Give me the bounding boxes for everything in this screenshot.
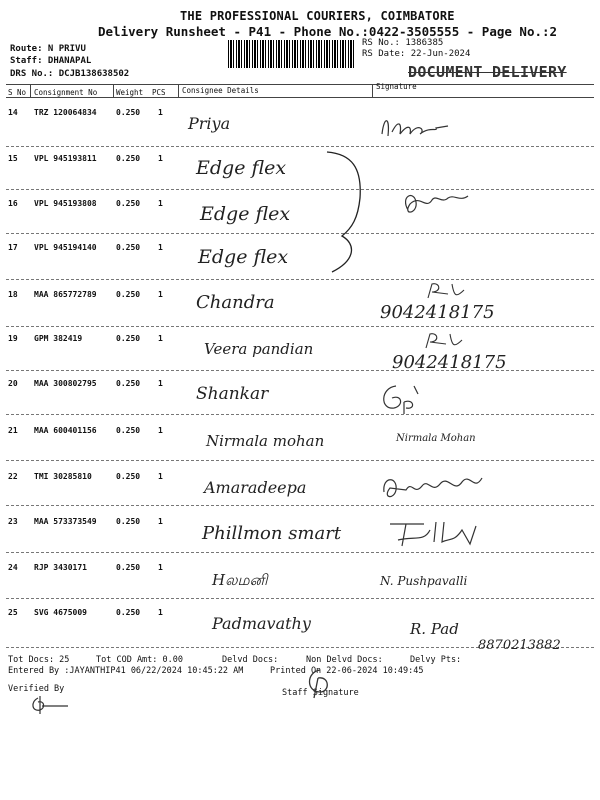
handwritten-consignee: Shankar <box>196 384 269 404</box>
col-divider <box>113 84 114 97</box>
row-sno: 16 <box>8 199 18 208</box>
row-pcs: 1 <box>158 426 163 435</box>
row-consignment: MAA 300802795 <box>34 379 97 388</box>
delivered-docs: Delvd Docs: <box>222 655 279 665</box>
row-sno: 20 <box>8 379 18 388</box>
signature-scribble <box>376 112 476 142</box>
row-separator <box>6 598 594 599</box>
row-pcs: 1 <box>158 290 163 299</box>
handwritten-consignee: Edge flex <box>200 203 291 225</box>
row-sno: 17 <box>8 243 18 252</box>
row-sno: 23 <box>8 517 18 526</box>
row-pcs: 1 <box>158 334 163 343</box>
row-consignment: SVG 4675009 <box>34 608 87 617</box>
row-separator <box>6 233 594 234</box>
handwritten-phone: 9042418175 <box>392 352 507 373</box>
handwritten-consignee: Padmavathy <box>212 614 311 633</box>
document-delivery-stamp: DOCUMENT DELIVERY <box>408 63 567 81</box>
row-consignment: TMI 30285810 <box>34 472 92 481</box>
row-sno: 22 <box>8 472 18 481</box>
total-cod-amount: Tot COD Amt: 0.00 <box>96 655 183 665</box>
col-header-consignee: Consignee Details <box>182 86 259 95</box>
handwritten-consignee: Chandra <box>196 292 275 313</box>
row-separator <box>6 189 594 190</box>
verified-by-label: Verified By <box>8 684 65 694</box>
delivery-points: Delvy Pts: <box>410 655 462 665</box>
row-consignment: MAA 865772789 <box>34 290 97 299</box>
row-pcs: 1 <box>158 379 163 388</box>
row-pcs: 1 <box>158 243 163 252</box>
runsheet-subtitle: Delivery Runsheet - P41 - Phone No.:0422-3505555 - Page No.:2 <box>98 24 558 39</box>
rs-number: RS No.: 1386385 <box>362 38 444 48</box>
row-separator <box>6 552 594 553</box>
signature-scribble <box>384 516 494 550</box>
col-divider <box>178 84 179 97</box>
row-consignment: RJP 3430171 <box>34 563 87 572</box>
handwritten-consignee: Amaradeepa <box>204 478 307 497</box>
row-separator <box>6 505 594 506</box>
handwritten-signature: Nirmala Mohan <box>396 433 476 444</box>
row-consignment: TRZ 120064834 <box>34 108 97 117</box>
handwritten-consignee: Edge flex <box>198 246 289 268</box>
row-consignment: GPM 382419 <box>34 334 83 343</box>
signature-scribble <box>424 280 474 302</box>
handwritten-consignee: Hலமனி <box>212 571 268 589</box>
row-consignment: MAA 573373549 <box>34 517 97 526</box>
row-weight: 0.250 <box>116 108 141 117</box>
col-header-signature: Signature <box>376 82 417 91</box>
col-header-weight: Weight <box>116 88 144 97</box>
handwritten-signature: R. Pad <box>410 620 459 638</box>
row-pcs: 1 <box>158 108 163 117</box>
handwritten-consignee: Edge flex <box>196 157 287 179</box>
row-consignment: MAA 600401156 <box>34 426 97 435</box>
row-weight: 0.250 <box>116 199 141 208</box>
row-weight: 0.250 <box>116 563 141 572</box>
row-separator <box>6 279 594 280</box>
signature-scribble <box>396 190 476 220</box>
staff-signature-scribble <box>300 666 340 700</box>
non-delivered-docs: Non Delvd Docs: <box>306 655 383 665</box>
handwritten-consignee: Veera pandian <box>204 340 314 358</box>
table-top-border <box>6 84 594 85</box>
staff-label: Staff: DHANAPAL <box>10 56 92 66</box>
handwritten-phone: 8870213882 <box>478 638 561 653</box>
staff-signature-label: Staff Signature <box>282 688 359 698</box>
row-consignment: VPL 945194140 <box>34 243 97 252</box>
col-header-sno: S No <box>8 88 27 97</box>
row-weight: 0.250 <box>116 379 141 388</box>
row-weight: 0.250 <box>116 472 141 481</box>
route-label: Route: N PRIVU <box>10 44 86 54</box>
row-sno: 21 <box>8 426 18 435</box>
verifier-initial-mark <box>28 694 74 716</box>
row-pcs: 1 <box>158 199 163 208</box>
row-weight: 0.250 <box>116 426 141 435</box>
row-sno: 25 <box>8 608 18 617</box>
col-header-pcs: PCS <box>152 88 166 97</box>
entered-by: Entered By :JAYANTHIP41 06/22/2024 10:45:22 AM <box>8 666 244 676</box>
row-weight: 0.250 <box>116 334 141 343</box>
handwritten-consignee: Phillmon smart <box>202 523 342 544</box>
row-sno: 19 <box>8 334 18 343</box>
handwritten-consignee: Priya <box>188 114 231 133</box>
row-weight: 0.250 <box>116 154 141 163</box>
handwritten-phone: 9042418175 <box>380 302 495 323</box>
row-pcs: 1 <box>158 472 163 481</box>
row-sno: 18 <box>8 290 18 299</box>
total-docs: Tot Docs: 25 <box>8 655 70 665</box>
row-pcs: 1 <box>158 563 163 572</box>
signature-scribble <box>422 330 472 352</box>
row-sno: 24 <box>8 563 18 572</box>
row-separator <box>6 146 594 147</box>
company-title: THE PROFESSIONAL COURIERS, COIMBATORE <box>180 9 455 23</box>
row-separator <box>6 414 594 415</box>
col-header-consignment: Consignment No <box>34 88 98 97</box>
row-separator <box>6 460 594 461</box>
row-separator <box>6 326 594 327</box>
row-pcs: 1 <box>158 154 163 163</box>
row-consignment: VPL 945193811 <box>34 154 97 163</box>
barcode <box>228 40 356 68</box>
col-divider <box>30 84 31 97</box>
row-consignment: VPL 945193808 <box>34 199 97 208</box>
handwritten-consignee: Nirmala mohan <box>206 432 325 450</box>
row-pcs: 1 <box>158 517 163 526</box>
col-divider <box>372 84 373 97</box>
signature-scribble <box>374 380 434 418</box>
row-sno: 15 <box>8 154 18 163</box>
handwritten-signature: N. Pushpavalli <box>380 574 468 588</box>
drs-number: DRS No.: DCJB138638502 <box>10 69 130 79</box>
printed-on: Printed On 22-06-2024 10:49:45 <box>270 666 424 676</box>
row-weight: 0.250 <box>116 608 141 617</box>
row-sno: 14 <box>8 108 18 117</box>
table-header-border <box>6 97 594 98</box>
rs-date: RS Date: 22-Jun-2024 <box>362 49 471 59</box>
signature-scribble <box>378 470 498 504</box>
row-weight: 0.250 <box>116 243 141 252</box>
row-pcs: 1 <box>158 608 163 617</box>
row-weight: 0.250 <box>116 517 141 526</box>
bracket-mark <box>322 148 372 278</box>
row-weight: 0.250 <box>116 290 141 299</box>
